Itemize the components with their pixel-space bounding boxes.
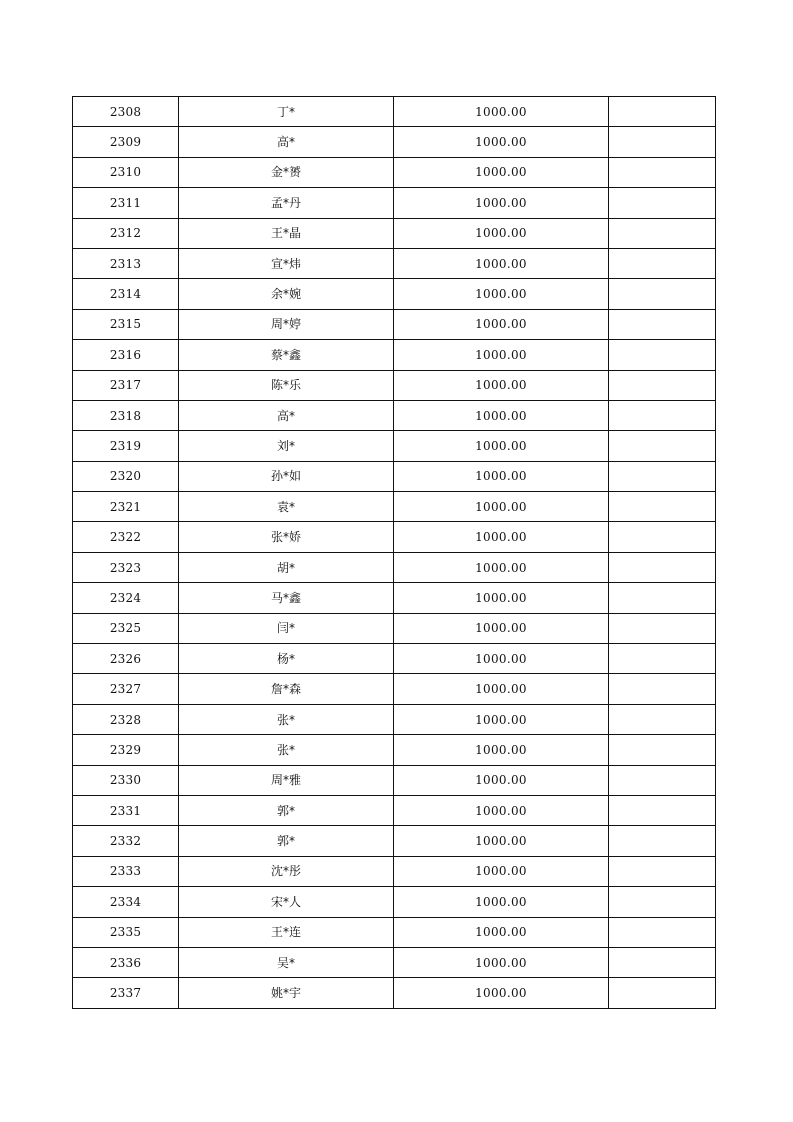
table-row — [73, 917, 716, 947]
row-number-cell: 2326 — [73, 644, 179, 674]
amount-cell: 1000.00 — [394, 704, 609, 734]
amount-cell: 1000.00 — [394, 97, 609, 127]
row-number-cell: 2337 — [73, 978, 179, 1008]
table-row — [73, 127, 716, 157]
amount-cell: 1000.00 — [394, 127, 609, 157]
row-number-cell: 2308 — [73, 97, 179, 127]
row-number-cell: 2321 — [73, 492, 179, 522]
name-cell: 余*婉 — [179, 279, 394, 309]
table-row — [73, 340, 716, 370]
amount-cell: 1000.00 — [394, 613, 609, 643]
roster-table-body — [73, 97, 716, 1009]
note-cell — [609, 492, 716, 522]
amount-cell: 1000.00 — [394, 431, 609, 461]
table-row — [73, 735, 716, 765]
table-row — [73, 370, 716, 400]
table-row — [73, 613, 716, 643]
name-cell: 闫* — [179, 613, 394, 643]
note-cell — [609, 947, 716, 977]
table-row — [73, 674, 716, 704]
row-number-cell: 2319 — [73, 431, 179, 461]
name-cell: 宋*人 — [179, 887, 394, 917]
amount-cell: 1000.00 — [394, 492, 609, 522]
amount-cell: 1000.00 — [394, 583, 609, 613]
note-cell — [609, 370, 716, 400]
table-row — [73, 856, 716, 886]
note-cell — [609, 552, 716, 582]
table-row — [73, 583, 716, 613]
note-cell — [609, 400, 716, 430]
row-number-cell: 2331 — [73, 795, 179, 825]
name-cell: 蔡*鑫 — [179, 340, 394, 370]
name-cell: 郭* — [179, 795, 394, 825]
amount-cell: 1000.00 — [394, 218, 609, 248]
note-cell — [609, 309, 716, 339]
table-row — [73, 887, 716, 917]
note-cell — [609, 127, 716, 157]
amount-cell: 1000.00 — [394, 370, 609, 400]
name-cell: 王*晶 — [179, 218, 394, 248]
amount-cell: 1000.00 — [394, 947, 609, 977]
table-row — [73, 947, 716, 977]
name-cell: 詹*森 — [179, 674, 394, 704]
row-number-cell: 2310 — [73, 157, 179, 187]
row-number-cell: 2314 — [73, 279, 179, 309]
roster-table — [72, 96, 716, 1009]
table-row — [73, 492, 716, 522]
amount-cell: 1000.00 — [394, 644, 609, 674]
row-number-cell: 2333 — [73, 856, 179, 886]
note-cell — [609, 856, 716, 886]
table-row — [73, 431, 716, 461]
table-row — [73, 522, 716, 552]
table-row — [73, 552, 716, 582]
amount-cell: 1000.00 — [394, 279, 609, 309]
table-row — [73, 97, 716, 127]
amount-cell: 1000.00 — [394, 795, 609, 825]
name-cell: 陈*乐 — [179, 370, 394, 400]
table-row — [73, 644, 716, 674]
row-number-cell: 2334 — [73, 887, 179, 917]
row-number-cell: 2323 — [73, 552, 179, 582]
row-number-cell: 2312 — [73, 218, 179, 248]
amount-cell: 1000.00 — [394, 765, 609, 795]
table-row — [73, 218, 716, 248]
name-cell: 刘* — [179, 431, 394, 461]
amount-cell: 1000.00 — [394, 340, 609, 370]
note-cell — [609, 218, 716, 248]
note-cell — [609, 795, 716, 825]
note-cell — [609, 279, 716, 309]
table-row — [73, 279, 716, 309]
table-row — [73, 157, 716, 187]
name-cell: 高* — [179, 400, 394, 430]
row-number-cell: 2318 — [73, 400, 179, 430]
row-number-cell: 2327 — [73, 674, 179, 704]
row-number-cell: 2330 — [73, 765, 179, 795]
note-cell — [609, 704, 716, 734]
name-cell: 姚*宇 — [179, 978, 394, 1008]
amount-cell: 1000.00 — [394, 674, 609, 704]
name-cell: 吴* — [179, 947, 394, 977]
amount-cell: 1000.00 — [394, 461, 609, 491]
name-cell: 孙*如 — [179, 461, 394, 491]
amount-cell: 1000.00 — [394, 400, 609, 430]
name-cell: 郭* — [179, 826, 394, 856]
note-cell — [609, 765, 716, 795]
table-row — [73, 826, 716, 856]
amount-cell: 1000.00 — [394, 522, 609, 552]
note-cell — [609, 674, 716, 704]
note-cell — [609, 826, 716, 856]
table-row — [73, 309, 716, 339]
amount-cell: 1000.00 — [394, 917, 609, 947]
note-cell — [609, 917, 716, 947]
table-row — [73, 765, 716, 795]
name-cell: 沈*彤 — [179, 856, 394, 886]
amount-cell: 1000.00 — [394, 309, 609, 339]
name-cell: 袁* — [179, 492, 394, 522]
name-cell: 周*雅 — [179, 765, 394, 795]
note-cell — [609, 340, 716, 370]
note-cell — [609, 157, 716, 187]
row-number-cell: 2316 — [73, 340, 179, 370]
amount-cell: 1000.00 — [394, 735, 609, 765]
row-number-cell: 2311 — [73, 188, 179, 218]
table-row — [73, 704, 716, 734]
amount-cell: 1000.00 — [394, 856, 609, 886]
row-number-cell: 2328 — [73, 704, 179, 734]
table-row — [73, 795, 716, 825]
name-cell: 金*赟 — [179, 157, 394, 187]
name-cell: 杨* — [179, 644, 394, 674]
name-cell: 丁* — [179, 97, 394, 127]
note-cell — [609, 978, 716, 1008]
table-row — [73, 461, 716, 491]
row-number-cell: 2313 — [73, 248, 179, 278]
row-number-cell: 2309 — [73, 127, 179, 157]
note-cell — [609, 735, 716, 765]
row-number-cell: 2325 — [73, 613, 179, 643]
row-number-cell: 2315 — [73, 309, 179, 339]
amount-cell: 1000.00 — [394, 978, 609, 1008]
row-number-cell: 2332 — [73, 826, 179, 856]
note-cell — [609, 248, 716, 278]
note-cell — [609, 97, 716, 127]
name-cell: 周*婷 — [179, 309, 394, 339]
name-cell: 宣*炜 — [179, 248, 394, 278]
row-number-cell: 2335 — [73, 917, 179, 947]
name-cell: 高* — [179, 127, 394, 157]
table-row — [73, 400, 716, 430]
name-cell: 孟*丹 — [179, 188, 394, 218]
amount-cell: 1000.00 — [394, 826, 609, 856]
name-cell: 胡* — [179, 552, 394, 582]
amount-cell: 1000.00 — [394, 887, 609, 917]
note-cell — [609, 188, 716, 218]
row-number-cell: 2336 — [73, 947, 179, 977]
amount-cell: 1000.00 — [394, 188, 609, 218]
name-cell: 张* — [179, 735, 394, 765]
row-number-cell: 2317 — [73, 370, 179, 400]
note-cell — [609, 431, 716, 461]
note-cell — [609, 644, 716, 674]
name-cell: 马*鑫 — [179, 583, 394, 613]
table-row — [73, 188, 716, 218]
name-cell: 王*连 — [179, 917, 394, 947]
note-cell — [609, 461, 716, 491]
note-cell — [609, 887, 716, 917]
amount-cell: 1000.00 — [394, 248, 609, 278]
amount-cell: 1000.00 — [394, 157, 609, 187]
note-cell — [609, 613, 716, 643]
amount-cell: 1000.00 — [394, 552, 609, 582]
name-cell: 张*娇 — [179, 522, 394, 552]
row-number-cell: 2324 — [73, 583, 179, 613]
row-number-cell: 2329 — [73, 735, 179, 765]
row-number-cell: 2320 — [73, 461, 179, 491]
note-cell — [609, 583, 716, 613]
table-row — [73, 248, 716, 278]
row-number-cell: 2322 — [73, 522, 179, 552]
name-cell: 张* — [179, 704, 394, 734]
table-row — [73, 978, 716, 1008]
note-cell — [609, 522, 716, 552]
